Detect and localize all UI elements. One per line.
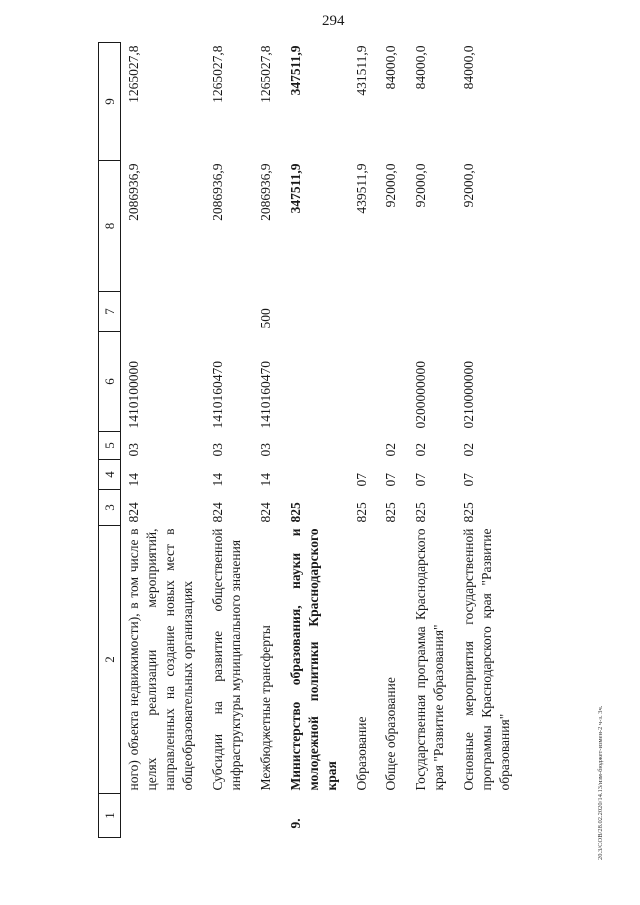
document-path-note: 20.3/СОВ/28.02.2020/14.13/изм-бюджет-измен-2 ч-з. 3ч. bbox=[597, 705, 604, 860]
table-row bbox=[353, 43, 383, 838]
expense-type-code bbox=[209, 292, 257, 332]
expense-type-code bbox=[125, 292, 209, 332]
row-description: Государственная программа Краснодарского края "Развитие образования" bbox=[413, 528, 447, 791]
target-article-code: 1410160470 bbox=[209, 361, 225, 429]
amount-2021: 347511,9 bbox=[287, 163, 303, 214]
row-description: Межбюджетные трансферты bbox=[257, 625, 273, 791]
subsection-code: 02 bbox=[413, 443, 429, 457]
column-header: 1 bbox=[99, 794, 121, 838]
expense-type-code: 500 bbox=[257, 308, 273, 329]
target-article-code bbox=[382, 332, 412, 432]
row-description: ного) объекта недвижимости), в том числе в целях реализации мероприятий, направленных на создание новых мест в общеобразовательных организациях bbox=[126, 528, 195, 791]
column-header: 4 bbox=[99, 460, 121, 490]
ministry-code: 824 bbox=[257, 502, 273, 523]
target-article-code: 0210000000 bbox=[461, 361, 477, 429]
section-code: 07 bbox=[413, 473, 429, 487]
target-article-code: 1410100000 bbox=[126, 361, 141, 429]
header-row bbox=[99, 43, 121, 838]
amount-2022: 1265027,8 bbox=[126, 45, 141, 103]
page-number: 294 bbox=[322, 13, 345, 29]
amount-2021: 2086936,9 bbox=[257, 163, 273, 221]
row-description: Субсидии на развитие общественной инфраструктуры муниципального значения bbox=[209, 528, 243, 791]
section-code: 07 bbox=[383, 473, 399, 487]
subsection-code bbox=[287, 432, 353, 460]
column-header: 9 bbox=[99, 43, 121, 161]
subsection-code: 03 bbox=[126, 443, 141, 457]
table-row bbox=[287, 43, 353, 838]
column-header: 8 bbox=[99, 161, 121, 292]
row-description: Образование bbox=[353, 716, 369, 791]
column-header: 2 bbox=[99, 526, 121, 794]
amount-2021: 92000,0 bbox=[413, 163, 429, 208]
table-row bbox=[257, 43, 287, 838]
amount-2021: 439511,9 bbox=[353, 163, 369, 214]
section-code bbox=[287, 460, 353, 490]
section-code: 14 bbox=[257, 473, 273, 487]
table-row bbox=[460, 43, 526, 838]
amount-2022: 84000,0 bbox=[383, 45, 399, 90]
table-row bbox=[209, 43, 257, 838]
budget-table-container bbox=[98, 43, 568, 838]
expense-type-code bbox=[412, 292, 460, 332]
section-code: 07 bbox=[461, 473, 477, 487]
table-row bbox=[382, 43, 412, 838]
target-article-code bbox=[353, 332, 383, 432]
budget-table bbox=[98, 42, 526, 838]
amount-2022: 347511,9 bbox=[287, 45, 303, 96]
column-header: 5 bbox=[99, 432, 121, 460]
ministry-code: 825 bbox=[353, 502, 369, 523]
table-row bbox=[125, 43, 209, 838]
table-row bbox=[412, 43, 460, 838]
amount-2022: 431511,9 bbox=[353, 45, 369, 96]
column-header: 3 bbox=[99, 490, 121, 526]
column-header: 6 bbox=[99, 332, 121, 432]
section-code: 07 bbox=[353, 473, 369, 487]
subsection-code: 03 bbox=[209, 443, 225, 457]
amount-2022: 84000,0 bbox=[461, 45, 477, 90]
target-article-code: 0200000000 bbox=[413, 361, 429, 429]
expense-type-code bbox=[460, 292, 526, 332]
amount-2021: 2086936,9 bbox=[209, 163, 225, 221]
ministry-code: 825 bbox=[287, 502, 303, 523]
row-number bbox=[209, 794, 257, 838]
ministry-code: 824 bbox=[126, 502, 141, 523]
column-header: 7 bbox=[99, 292, 121, 332]
row-number bbox=[412, 794, 460, 838]
amount-2021: 2086936,9 bbox=[126, 163, 141, 221]
row-number bbox=[353, 794, 383, 838]
subsection-code bbox=[353, 432, 383, 460]
row-description: Основные мероприятия государственной программы Краснодарского края "Развитие образования" bbox=[461, 528, 513, 791]
rotated-page bbox=[98, 43, 568, 838]
subsection-code: 02 bbox=[461, 443, 477, 457]
subsection-code: 02 bbox=[383, 443, 399, 457]
amount-2022: 84000,0 bbox=[413, 45, 429, 90]
expense-type-code bbox=[382, 292, 412, 332]
row-number bbox=[382, 794, 412, 838]
amount-2022: 1265027,8 bbox=[257, 45, 273, 103]
row-number bbox=[125, 794, 209, 838]
target-article-code: 1410160470 bbox=[257, 361, 273, 429]
row-number bbox=[460, 794, 526, 838]
section-code: 14 bbox=[126, 473, 141, 487]
amount-2022: 1265027,8 bbox=[209, 45, 225, 103]
row-number: 9. bbox=[287, 818, 303, 829]
amount-2021: 92000,0 bbox=[461, 163, 477, 208]
target-article-code bbox=[287, 332, 353, 432]
ministry-code: 825 bbox=[383, 502, 399, 523]
expense-type-code bbox=[353, 292, 383, 332]
section-code: 14 bbox=[209, 473, 225, 487]
row-number bbox=[257, 794, 287, 838]
row-description: Министерство образования, науки и молодежной политики Краснодарского края bbox=[287, 528, 339, 791]
amount-2021: 92000,0 bbox=[383, 163, 399, 208]
row-description: Общее образование bbox=[383, 677, 399, 791]
ministry-code: 825 bbox=[461, 502, 477, 523]
expense-type-code bbox=[287, 292, 353, 332]
ministry-code: 824 bbox=[209, 502, 225, 523]
subsection-code: 03 bbox=[257, 443, 273, 457]
ministry-code: 825 bbox=[413, 502, 429, 523]
table-body bbox=[99, 43, 527, 838]
